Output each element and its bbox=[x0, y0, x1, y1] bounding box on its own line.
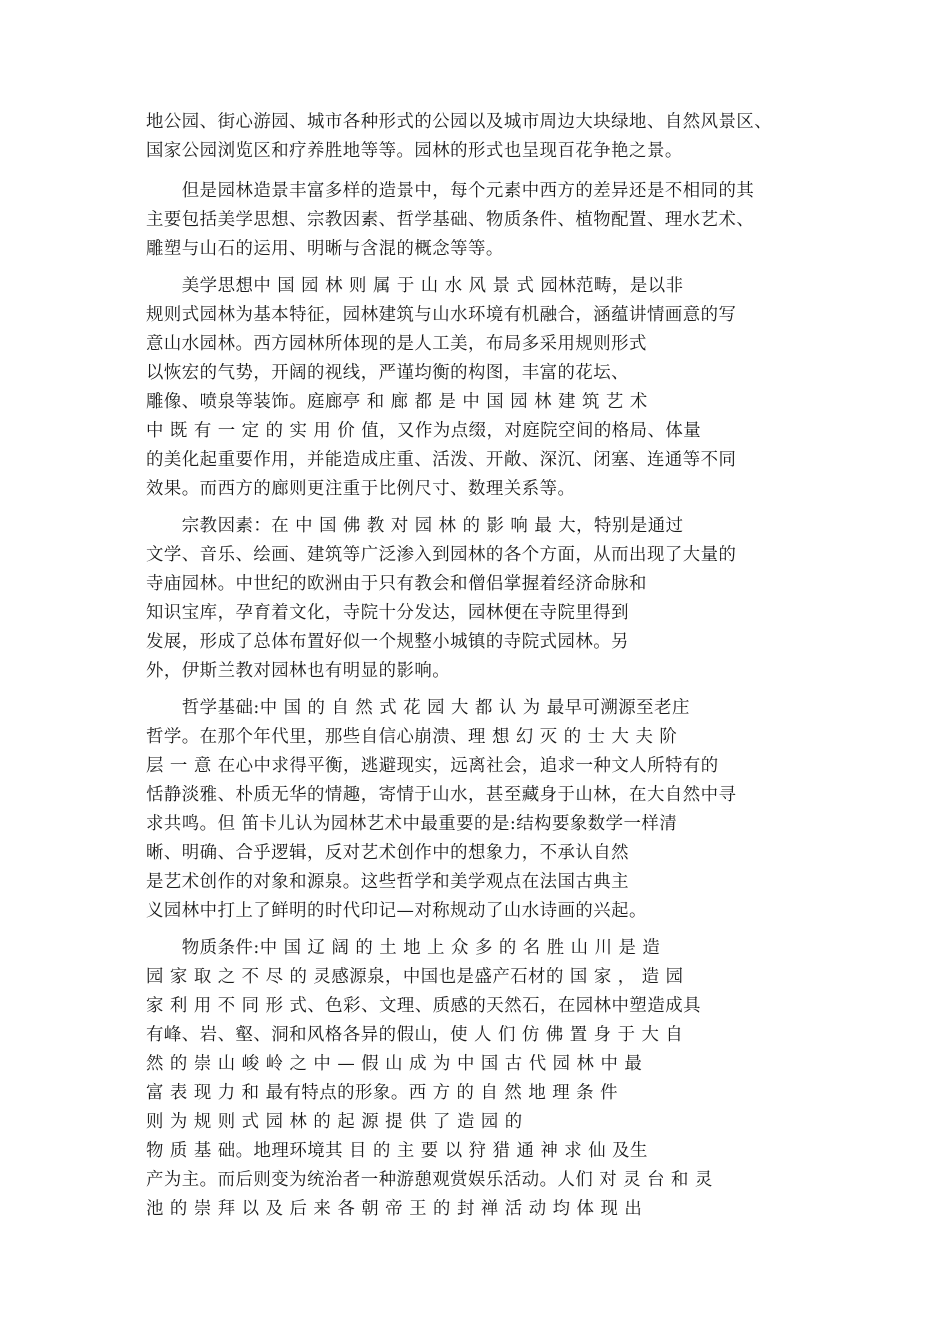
text-line: 池 的 崇 拜 以 及 后 来 各 朝 帝 王 的 封 禅 活 动 均 体 现 出 bbox=[146, 1199, 643, 1219]
paragraph-material-conditions bbox=[146, 934, 810, 1224]
text-line: 富 表 现 力 和 最有特点的形象。西 方 的 自 然 地 理 条 件 bbox=[146, 1083, 618, 1103]
text-line: 文学、音乐、绘画、建筑等广泛渗入到园林的各个方面，从而出现了大量的 bbox=[146, 545, 737, 565]
text-line: 中 既 有 一 定 的 实 用 价 值，又作为点缀，对庭院空间的格局、体量 bbox=[146, 421, 702, 441]
text-line: 哲学基础:中 国 的 自 然 式 花 园 大 都 认 为 最早可溯源至老庄 bbox=[146, 698, 690, 718]
document-page bbox=[146, 108, 810, 1232]
text-line: 外，伊斯兰教对园林也有明显的影响。 bbox=[146, 661, 451, 681]
text-line: 有峰、岩、壑、洞和风格各异的假山，使 人 们 仿 佛 置 身 于 大 自 bbox=[146, 1025, 684, 1045]
text-line: 的美化起重要作用，并能造成庄重、活泼、开敞、深沉、闭塞、连通等不同 bbox=[146, 450, 737, 470]
text-line: 寺庙园林。中世纪的欧洲由于只有教会和僧侣掌握着经济命脉和 bbox=[146, 574, 647, 594]
text-line: 恬静淡雅、朴质无华的情趣，寄情于山水，甚至藏身于山林，在大自然中寻 bbox=[146, 785, 737, 805]
text-line: 国家公园浏览区和疗养胜地等等。园林的形式也呈现百花争艳之景。 bbox=[146, 141, 683, 161]
text-line: 然 的 崇 山 峻 岭 之 中 — 假 山 成 为 中 国 古 代 园 林 中 最 bbox=[146, 1054, 643, 1074]
text-line: 发展，形成了总体布置好似一个规整小城镇的寺院式园林。另 bbox=[146, 632, 630, 652]
text-line: 规则式园林为基本特征，园林建筑与山水环境有机融合，涵蕴讲情画意的写 bbox=[146, 305, 737, 325]
text-line: 宗教因素：在 中 国 佛 教 对 园 林 的 影 响 最 大，特别是通过 bbox=[146, 516, 684, 536]
text-line: 主要包括美学思想、宗教因素、哲学基础、物质条件、植物配置、理水艺术、 bbox=[146, 210, 755, 230]
text-line: 知识宝库，孕育着文化，寺院十分发达，园林便在寺院里得到 bbox=[146, 603, 630, 623]
text-line: 园 家 取 之 不 尽 的 灵感源泉，中国也是盛产石材的 国 家 ， 造 园 bbox=[146, 967, 684, 987]
text-line: 以恢宏的气势，开阔的视线，严谨均衡的构图，丰富的花坛、 bbox=[146, 363, 630, 383]
text-line: 雕像、喷泉等装饰。庭廊亭 和 廊 都 是 中 国 园 林 建 筑 艺 术 bbox=[146, 392, 648, 412]
text-line: 但是园林造景丰富多样的造景中，每个元素中西方的差异还是不相同的其 bbox=[146, 181, 755, 201]
text-line: 地公园、街心游园、城市各种形式的公园以及城市周边大块绿地、自然风景区、 bbox=[146, 112, 773, 132]
text-line: 效果。而西方的廊则更注重于比例尺寸、数理关系等。 bbox=[146, 479, 576, 499]
text-line: 是艺术创作的对象和源泉。这些哲学和美学观点在法国古典主 bbox=[146, 872, 630, 892]
paragraph-park-types bbox=[146, 108, 810, 166]
text-line: 物质条件:中 国 辽 阔 的 土 地 上 众 多 的 名 胜 山 川 是 造 bbox=[146, 938, 661, 958]
text-line: 哲学。在那个年代里，那些自信心崩溃、理 想 幻 灭 的 士 大 夫 阶 bbox=[146, 727, 678, 747]
text-line: 意山水园林。西方园林所体现的是人工美，布局多采用规则形式 bbox=[146, 334, 647, 354]
text-line: 层 一 意 在心中求得平衡，逃避现实，远离社会，追求一种文人所特有的 bbox=[146, 756, 719, 776]
text-line: 雕塑与山石的运用、明晰与含混的概念等等。 bbox=[146, 239, 504, 259]
paragraph-religion bbox=[146, 512, 810, 686]
text-line: 求共鸣。但 笛卡儿认为园林艺术中最重要的是:结构要象数学一样清 bbox=[146, 814, 678, 834]
text-line: 则 为 规 则 式 园 林 的 起 源 提 供 了 造 园 的 bbox=[146, 1112, 523, 1132]
text-line: 产为主。而后则变为统治者一种游憩观赏娱乐活动。人们 对 灵 台 和 灵 bbox=[146, 1170, 713, 1190]
paragraph-philosophy bbox=[146, 694, 810, 926]
paragraph-differences-intro bbox=[146, 177, 810, 264]
text-line: 家 利 用 不 同 形 式、色彩、文理、质感的天然石，在园林中塑造成具 bbox=[146, 996, 701, 1016]
paragraph-aesthetics bbox=[146, 272, 810, 504]
text-line: 美学思想中 国 园 林 则 属 于 山 水 风 景 式 园林范畴，是以非 bbox=[146, 276, 684, 296]
text-line: 义园林中打上了鲜明的时代印记—对称规动了山水诗画的兴起。 bbox=[146, 901, 647, 921]
text-line: 物 质 基 础。地理环境其 目 的 主 要 以 狩 猎 通 神 求 仙 及生 bbox=[146, 1141, 648, 1161]
text-line: 晰、明确、合乎逻辑，反对艺术创作中的想象力，不承认自然 bbox=[146, 843, 630, 863]
